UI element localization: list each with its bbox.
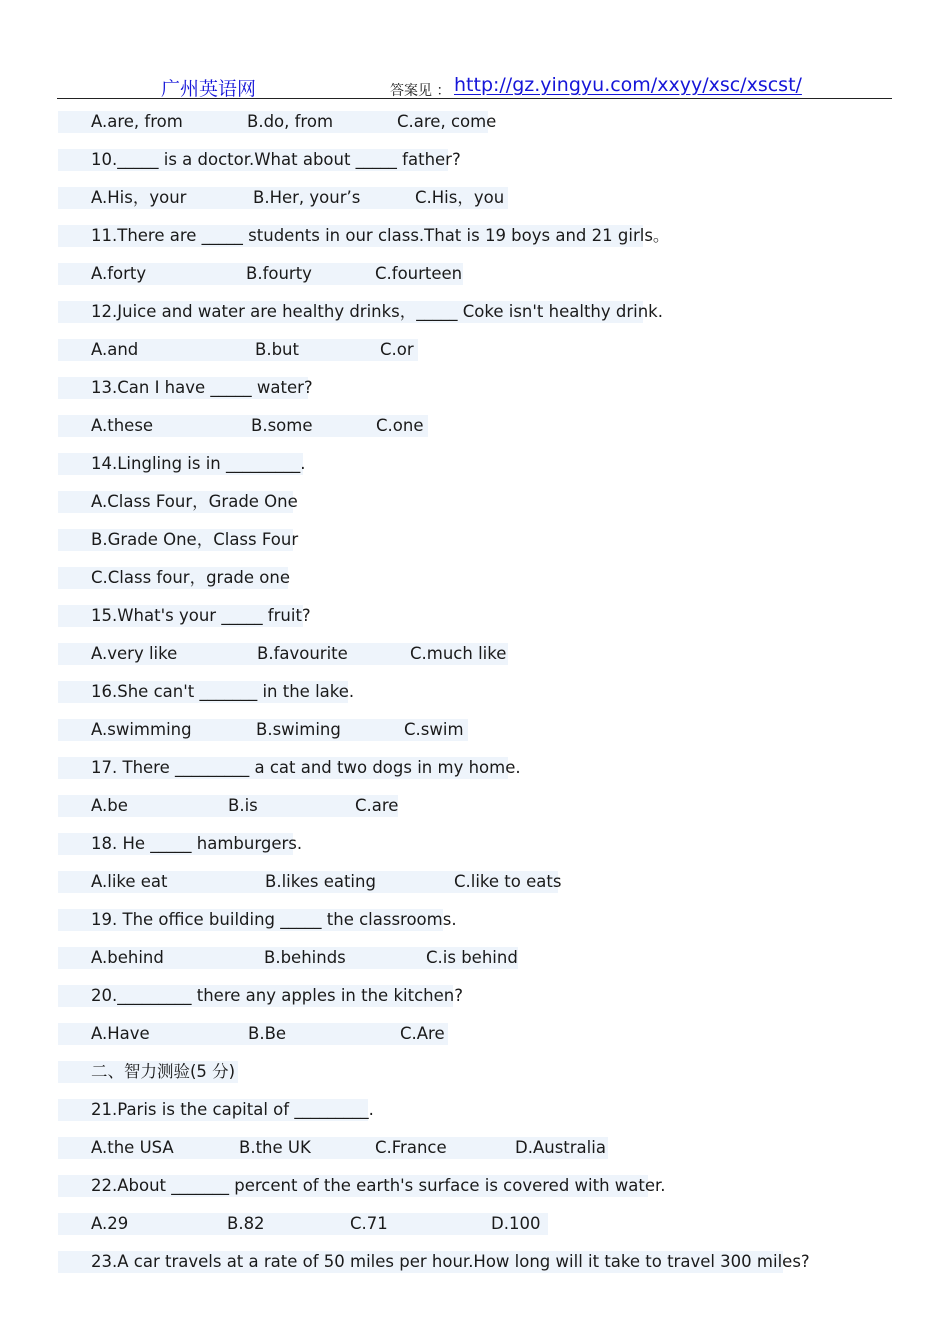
answer-option: A.and: [91, 340, 139, 359]
line-text: 15.What's your _____ fruit?: [91, 606, 311, 625]
text-line: [58, 982, 898, 1020]
answer-option: A.forty: [91, 264, 147, 283]
answer-option: C.are: [355, 796, 399, 815]
answer-option: B.but: [255, 340, 299, 359]
line-text: 12.Juice and water are healthy drinks，_____ Coke isn't healthy drink.: [91, 302, 663, 321]
line-highlight: [58, 1213, 548, 1235]
line-text: 14.Lingling is in _________.: [91, 454, 306, 473]
answer-option: C.71: [350, 1214, 388, 1233]
line-text: 22.About _______ percent of the earth's surface is covered with water.: [91, 1176, 666, 1195]
answer-options-row: [58, 944, 898, 982]
line-text: 16.She can't _______ in the lake.: [91, 682, 355, 701]
line-text: 23.A car travels at a rate of 50 miles per hour.How long will it take to travel 300 miles?: [91, 1252, 810, 1271]
text-line: [58, 1248, 898, 1286]
answer-option: B.behinds: [264, 948, 346, 967]
answer-option: C.His，you: [415, 188, 505, 207]
answer-option: C.swim: [404, 720, 464, 739]
answer-option: A.29: [91, 1214, 129, 1233]
text-line: [58, 146, 898, 184]
line-text: 21.Paris is the capital of _________.: [91, 1100, 374, 1119]
text-line: [58, 450, 898, 488]
answer-option: B.Her, your’s: [253, 188, 361, 207]
answer-option: B.the UK: [239, 1138, 311, 1157]
answer-options-row: [58, 260, 898, 298]
answer-option: C.or: [380, 340, 414, 359]
text-line: [58, 526, 898, 564]
answer-option: A.are, from: [91, 112, 183, 131]
answer-option: C.much like: [410, 644, 507, 663]
answer-options-row: [58, 1210, 898, 1248]
answer-option: B.favourite: [257, 644, 348, 663]
answer-option: A.the USA: [91, 1138, 174, 1157]
line-text: 13.Can I have _____ water?: [91, 378, 313, 397]
answer-option: C.are, come: [397, 112, 497, 131]
text-line: [58, 1172, 898, 1210]
text-line: [58, 906, 898, 944]
text-line: [58, 488, 898, 526]
answer-option: B.likes eating: [265, 872, 376, 891]
answer-option: D.Australia: [515, 1138, 606, 1157]
site-name-link[interactable]: 广州英语网: [161, 78, 257, 100]
text-line: [58, 564, 898, 602]
answer-url-link[interactable]: http://gz.yingyu.com/xxyy/xsc/xscst/: [454, 74, 802, 96]
line-text: 11.There are _____ students in our class.That is 19 boys and 21 girls。: [91, 226, 670, 245]
answer-option: C.is behind: [426, 948, 518, 967]
text-line: [58, 1096, 898, 1134]
answer-option: C.Are: [400, 1024, 445, 1043]
answer-options-row: [58, 1134, 898, 1172]
text-line: [58, 1058, 898, 1096]
answer-option: A.Have: [91, 1024, 150, 1043]
answer-option: C.France: [375, 1138, 447, 1157]
answer-label: 答案见 ：: [390, 83, 451, 99]
answer-options-row: [58, 108, 898, 146]
line-text: B.Grade One，Class Four: [91, 530, 299, 549]
answer-option: B.do, from: [247, 112, 334, 131]
text-line: [58, 830, 898, 868]
line-text: A.Class Four，Grade One: [91, 492, 298, 511]
answer-option: B.some: [251, 416, 313, 435]
header-divider: [57, 98, 892, 99]
text-line: [58, 754, 898, 792]
answer-option: D.100: [491, 1214, 541, 1233]
answer-option: A.behind: [91, 948, 164, 967]
answer-options-row: [58, 1020, 898, 1058]
answer-options-row: [58, 336, 898, 374]
answer-options-row: [58, 412, 898, 450]
page-header: [0, 68, 950, 100]
answer-option: B.swiming: [256, 720, 341, 739]
text-line: [58, 374, 898, 412]
line-text: 18. He _____ hamburgers.: [91, 834, 303, 853]
answer-options-row: [58, 716, 898, 754]
line-text: C.Class four，grade one: [91, 568, 291, 587]
answer-option: A.swimming: [91, 720, 192, 739]
line-text: 20._________ there any apples in the kitchen?: [91, 986, 463, 1005]
question-list: [58, 108, 898, 1286]
answer-option: A.be: [91, 796, 128, 815]
answer-option: A.His，your: [91, 188, 187, 207]
line-text: 二、智力测验(5 分): [91, 1062, 236, 1081]
answer-option: A.very like: [91, 644, 178, 663]
line-text: 10._____ is a doctor.What about _____ father?: [91, 150, 461, 169]
text-line: [58, 222, 898, 260]
answer-option: B.fourty: [246, 264, 312, 283]
answer-option: A.like eat: [91, 872, 168, 891]
answer-options-row: [58, 792, 898, 830]
answer-options-row: [58, 184, 898, 222]
text-line: [58, 678, 898, 716]
answer-option: B.Be: [248, 1024, 287, 1043]
answer-option: A.these: [91, 416, 154, 435]
text-line: [58, 298, 898, 336]
answer-option: C.like to eats: [454, 872, 562, 891]
answer-option: C.one: [376, 416, 424, 435]
answer-option: B.is: [228, 796, 258, 815]
answer-options-row: [58, 868, 898, 906]
line-text: 19. The office building _____ the classrooms.: [91, 910, 457, 929]
answer-option: B.82: [227, 1214, 265, 1233]
answer-option: C.fourteen: [375, 264, 463, 283]
line-text: 17. There _________ a cat and two dogs in my home.: [91, 758, 521, 777]
text-line: [58, 602, 898, 640]
answer-options-row: [58, 640, 898, 678]
